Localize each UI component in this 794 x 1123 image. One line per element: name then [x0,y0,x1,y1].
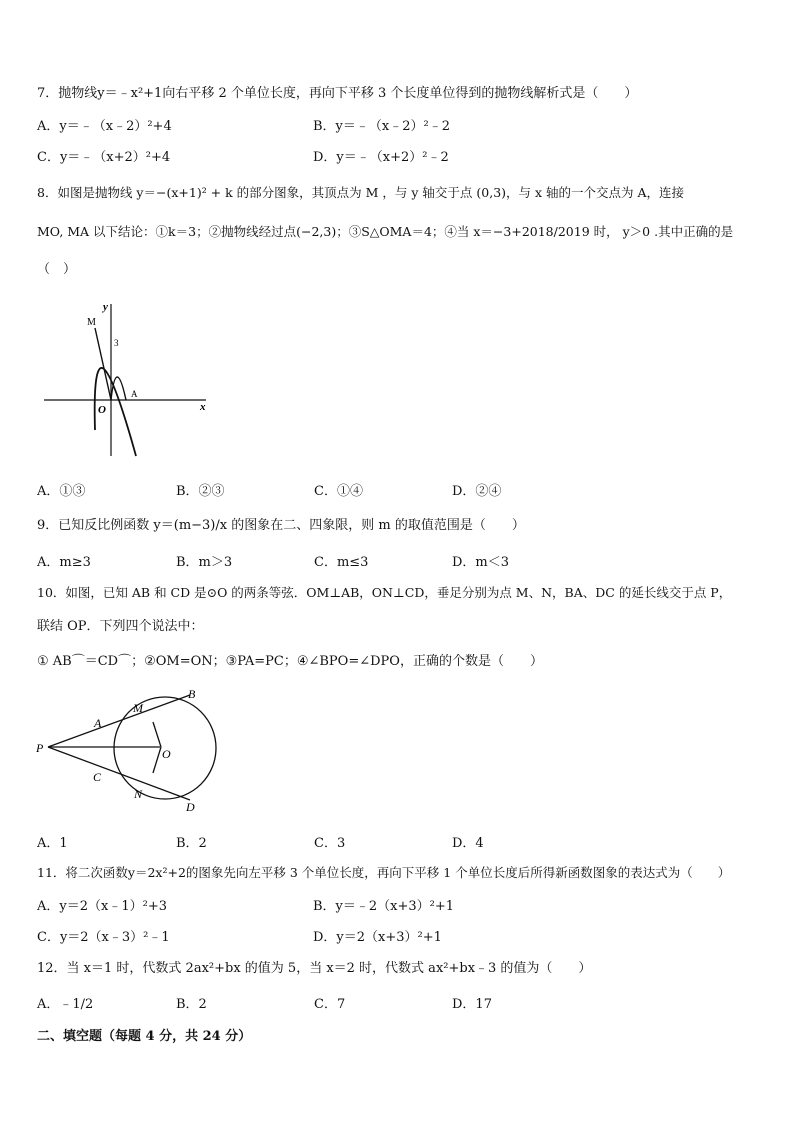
q9-option-c[interactable]: C．m≤3 [314,555,369,570]
q11-stem: 11．将二次函数y＝2x²+2的图象先向左平移 3 个单位长度，再向下平移 1 个单位长度后所得新函数图象的表达式为（ ） [37,865,731,880]
q10-option-d[interactable]: D．4 [452,836,484,851]
q8-option-d[interactable]: D．②④ [452,484,502,499]
label-x: x [200,401,206,413]
q10-stem-line1: 10．如图，已知 AB 和 CD 是⊙O 的两条等弦．OM⊥AB，ON⊥CD，垂足分别为点 M、N，BA、DC 的延长线交于点 P， [37,585,732,600]
q10-stem-line3: ① AB⌒＝CD⌒；②OM=ON；③PA=PC；④∠BPO=∠DPO，正确的个数是（ ） [37,654,543,669]
q7-option-c[interactable]: C．y＝﹣（x+2）²+4 [37,150,171,165]
label-c: C [93,770,102,784]
label-o: O [98,404,106,416]
q11-option-c[interactable]: C．y＝2（x﹣3）²﹣1 [37,930,170,945]
q8-option-a[interactable]: A．①③ [37,484,86,499]
q11-option-b[interactable]: B．y＝﹣2（x+3）²+1 [313,899,455,914]
q7-stem: 7．抛物线y＝﹣x²+1向右平移 2 个单位长度，再向下平移 3 个长度单位得到的抛物线解析式是（ ） [37,86,638,101]
q12-option-c[interactable]: C．7 [314,997,346,1012]
label-p: P [36,741,44,755]
q12-option-d[interactable]: D．17 [452,997,492,1012]
q10-option-b[interactable]: B．2 [176,836,207,851]
label-n: N [134,787,143,801]
q10-option-a[interactable]: A．1 [37,836,68,851]
q8-stem-line3: （ ） [37,262,77,277]
q9-option-b[interactable]: B．m＞3 [176,555,233,570]
q12-option-b[interactable]: B．2 [176,997,207,1012]
label-a: A [131,389,138,399]
label-a: A [94,716,102,730]
q8-option-c[interactable]: C．①④ [314,484,363,499]
q9-option-d[interactable]: D．m＜3 [452,555,510,570]
q8-stem-line1: 8．如图是抛物线 y＝−(x+1)² + k 的部分图象，其顶点为 M ，与 y 轴交于点 (0,3)，与 x 轴的一个交点为 A，连接 [37,185,685,200]
q10-circle-figure [30,683,220,815]
q10-option-c[interactable]: C．3 [314,836,346,851]
q8-option-b[interactable]: B．②③ [176,484,225,499]
line-pb [48,695,190,747]
q11-option-a[interactable]: A．y＝2（x﹣1）²+3 [37,899,167,914]
label-y: y [103,301,108,313]
q9-stem: 9．已知反比例函数 y＝(m−3)/x 的图象在二、四象限，则 m 的取值范围是（ ） [37,518,525,533]
q12-option-a[interactable]: A．﹣1/2 [37,997,94,1012]
segment-mo [95,328,111,400]
q7-option-a[interactable]: A．y＝﹣（x﹣2）²+4 [37,119,172,134]
q12-stem: 12．当 x＝1 时，代数式 2ax²+bx 的值为 5，当 x＝2 时，代数式 ax²+bx﹣3 的值为（ ） [37,961,592,976]
label-m: M [133,701,143,715]
q11-option-d[interactable]: D．y＝2（x+3）²+1 [313,930,442,945]
label-o: O [162,747,171,761]
segment-om [153,722,161,747]
section-2-title: 二、填空题（每题 4 分，共 24 分） [37,1029,252,1044]
segment-on [153,747,161,773]
q8-stem-line2: MO, MA 以下结论：①k＝3；②抛物线经过点(−2,3)；③S△OMA＝4；④当 x＝−3+2018/2019 时， y＞0 .其中正确的是 [37,224,734,239]
q9-option-a[interactable]: A．m≥3 [37,555,91,570]
label-m: M [87,317,96,328]
q10-stem-line2: 联结 OP．下列四个说法中： [37,619,204,634]
label-3: 3 [114,338,119,348]
label-d: D [186,800,195,814]
q7-option-d[interactable]: D．y＝﹣（x+2）²﹣2 [313,150,449,165]
label-b: B [188,687,196,701]
q8-parabola-figure [40,298,215,463]
q7-option-b[interactable]: B．y＝﹣（x﹣2）²﹣2 [313,119,450,134]
